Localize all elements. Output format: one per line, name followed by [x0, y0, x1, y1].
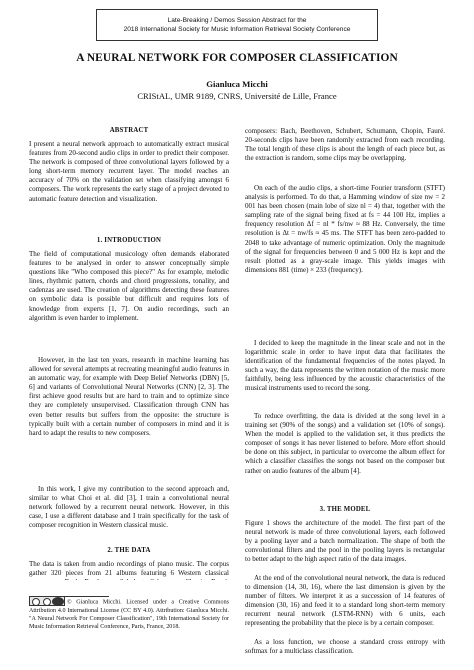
- license-text: © Gianluca Micchi. Licensed under a Creative Commons Attribution 4.0 International License (CC BY 4.0). Attribution: Gianluca Micchi. "A Neural Network For Composer Classification", 19th International Society for Music Information Retrieval Conference, Paris, France, 2018.: [29, 599, 229, 630]
- intro-paragraph-1: The field of computational musicology often demands elaborated features to be analysed in order to answer conceptually simple questions like "Who composed this piece?" As for example, melodic lines, rhythmic pattern, chords and chord progressions, tonality, and cadenzas are used. The creation of algorithms detecting these features on symbolic data is possible but difficult and requires lots of knowledge from experts [1, 7]. On audio recordings, such an algorithm is even harder to implement.: [29, 250, 229, 322]
- header-line-1: Late-Breaking / Demos Session Abstract for the: [167, 17, 307, 24]
- author-affiliation: CRIStAL, UMR 9189, CNRS, Université de Lille, France: [137, 91, 337, 101]
- header-line-2: 2018 International Society for Music Information Retrieval Society Conference: [123, 26, 351, 33]
- intro-heading: 1. INTRODUCTION: [96, 237, 162, 244]
- abstract-heading: ABSTRACT: [109, 127, 149, 134]
- conference-header: [96, 9, 378, 41]
- data-paragraph-1-start: [29, 560, 229, 580]
- data-paragraph-1-text: The data is taken from audio recordings of piano music. The corpus gather 320 pieces from 21 albums featuring 6 Western classical: [29, 560, 229, 578]
- abstract-text: I present a neural network approach to automatically extract musical features from 20-second audio clips in order to predict their composer. The network is composed of three convolutional layers followed by a long short-term memory recurrent layer. The model reaches an accuracy of 70% on the validation set when classifying amongst 6 composers. The work represents the early stage of a project devoted to automatic feature detection and visualization.: [29, 140, 229, 203]
- data-paragraph-4: To reduce overfitting, the data is divided at the song level in a training set (90% of the songs) and a validation set (10% of songs). When the model is applied to the validation set, it thus predicts the composer of songs it has never listened to before. More effort should be done on this subject, in particular to overcome the album effect for which a classifier classifies the songs not based on the composer but rather on audio features of the album [4].: [245, 412, 445, 475]
- cc-by-license-icon: [29, 596, 65, 606]
- intro-paragraph-3: In this work, I give my contribution to the second approach and, similar to what Choi et al. did [3], I train a convolutional neural network followed by a recurrent neural network. However, in this case, I use a different database and I train specifically for the task of composer recognition in Western classical music.: [29, 485, 229, 530]
- paper-title: A NEURAL NETWORK FOR COMPOSER CLASSIFICATION: [76, 52, 398, 64]
- data-paragraph-1-tail: composers: Bach, Beethoven, Schubert, Schumann, Chopin, Fauré. 20-seconds clips have been randomly extracted from each recording. The total length of these clips is about the length of each piece but, as the extraction is random, some clips may be overlapping.: [245, 127, 445, 163]
- author-name: Gianluca Micchi: [206, 79, 268, 89]
- model-heading: 3. THE MODEL: [319, 506, 371, 513]
- data-paragraph-2: On each of the audio clips, a short-time Fourier transform (STFT) analysis is performed. To do that, a Hamming window of size nw = 2 001 has been chosen (main lobe of size nl = 4) that, together with the sampling rate of the signal being fixed at fs = 44 100 Hz, implies a frequency resolution Δf = nl * fs/nw ≈ 88 Hz. Conversely, the time resolution is Δt = nw/fs ≈ 45 ms. The STFT has been zero-padded to 2048 to take advantage of numeric optimization. Only the magnitude of the signal for frequencies between 0 and 5 000 Hz is kept and the result plotted as a gray-scale image. This yields images with dimensions 881 (time) × 233 (frequency).: [245, 184, 445, 274]
- license-footnote: [29, 597, 229, 631]
- data-paragraph-3: I decided to keep the magnitude in the linear scale and not in the logarithmic scale in order to have input data that facilitates the identification of the fundamental frequencies of the notes played. In such a way, the data represents the written notation of the music more faithfully, being less influenced by the acoustic characteristics of the musical instruments used to record the song.: [245, 339, 445, 393]
- data-paragraph-1-continued: [245, 127, 445, 181]
- intro-paragraph-2: However, in the last ten years, research in machine learning has allowed for several attempts at recreating meaningful audio features in an automatic way, for example with Deep Belief Networks (DBN) [5, 6] and variants of Convolutional Neural Networks (CNN) [2, 3]. The first achieve good results but are hard to train and to optimize since they are completely unsupervised. Classification through CNN has even better results but suffers from the opposite: the structure is typically built with a certain number of composers in mind and it is hard to adapt the results to new composers.: [29, 356, 229, 437]
- model-paragraph-3: As a loss function, we choose a standard cross entropy with softmax for a multiclass classification.: [245, 638, 445, 656]
- data-heading: 2. THE DATA: [107, 547, 151, 554]
- model-paragraph-2: At the end of the convolutional neural network, the data is reduced to dimension (14, 30, 16), where the last dimension is given by the number of filters. We interpret it as a succession of 14 features of dimension (30, 16) and feed it to a standard long short-term memory recurrent neural network (LSTM-RNN) with 6 units, each representing the probability that the piece is by a certain composer.: [245, 574, 445, 628]
- model-paragraph-1: Figure 1 shows the architecture of the model. The first part of the neural network is made of three convolutional layers, each followed by a pooling layer and a batch normalization. The shape of both the convolutional filters and the pool in the pooling layers is rectangular to better adapt to the high aspect ratio of the data images.: [245, 519, 445, 564]
